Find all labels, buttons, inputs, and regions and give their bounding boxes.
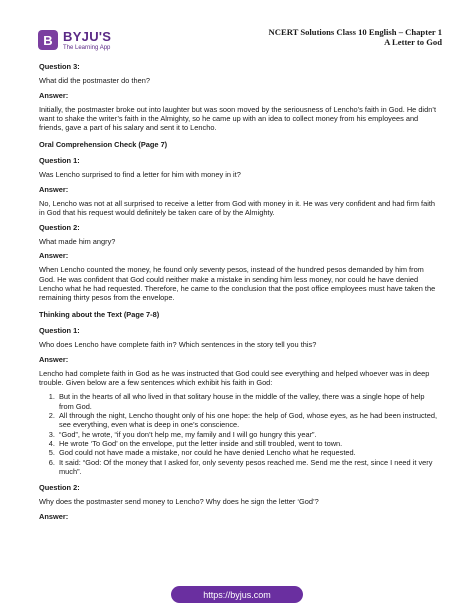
footer-url-link[interactable] <box>171 586 303 603</box>
logo-letter: B <box>43 32 53 48</box>
answer-text: No, Lencho was not at all surprised to receive a letter from God with money in it. He was very confident and had firm faith in God that his request would definitely be taken care of by the Almighty. <box>39 198 435 218</box>
question-label: Question 1: <box>39 156 80 166</box>
logo-tagline: The Learning App <box>63 44 111 51</box>
answer-label: Answer: <box>39 511 69 521</box>
question-text: What did the postmaster do then? <box>39 76 150 86</box>
list-item: 6. It said: “God: Of the money that I asked for, only seventy pesos reached me. Send me the rest, since I need it very much”. <box>57 458 437 477</box>
answer-text: When Lencho counted the money, he found only seventy pesos, instead of the hundred pesos demanded by him from God. He was confident that God could neither make a mistake in sending him less money, nor could he have denied Lencho what he had requested. Therefore, he came to the conclusion that the post office employees must have taken the remaining thirty pesos from the envelope. <box>39 265 436 303</box>
page-header <box>0 0 474 56</box>
footer-url-text: https://byjus.com <box>203 589 271 600</box>
answer-label: Answer: <box>39 251 69 261</box>
question-label: Question 2: <box>39 483 80 493</box>
faith-sentences-list <box>39 392 437 476</box>
answer-text: Lencho had complete faith in God as he was instructed that God could see everything and helped whoever was in deep trouble. Given below are a few sentences which exhibit his faith in God: <box>39 368 430 388</box>
question-text: What made him angry? <box>39 236 116 246</box>
answer-text: Initially, the postmaster broke out into laughter but was soon moved by the seriousness of Lencho’s faith in God. He didn’t want to shake the writer’s faith in the Almighty, so he came up with an idea to collect money from his employees and friends, gave a part of his salary and sent it to Lencho. <box>39 104 436 133</box>
question-label: Question 2: <box>39 222 80 232</box>
section-heading: Thinking about the Text (Page 7-8) <box>39 309 160 319</box>
answer-label: Answer: <box>39 184 69 194</box>
answer-label: Answer: <box>39 354 69 364</box>
question-label: Question 1: <box>39 325 80 335</box>
document-title-line2: A Letter to God <box>384 37 442 47</box>
question-label: Question 3: <box>39 62 80 71</box>
list-item: 5. God could not have made a mistake, nor could he have denied Lencho what he requested. <box>57 448 437 457</box>
document-title <box>269 27 442 47</box>
logo-badge-icon <box>38 30 58 50</box>
question-text: Was Lencho surprised to find a letter for him with money in it? <box>39 170 241 180</box>
logo-text <box>63 30 111 51</box>
answer-label: Answer: <box>39 90 69 100</box>
section-heading: Oral Comprehension Check (Page 7) <box>39 139 168 149</box>
list-item: 2. All through the night, Lencho thought only of his one hope: the help of God, whose eyes, as he had been instructed, see everything, even what is deep in one’s conscience. <box>57 411 437 430</box>
logo-brand: BYJU'S <box>63 28 112 44</box>
list-item: 4. He wrote ‘To God’ on the envelope, put the letter inside and still troubled, went to town. <box>57 439 437 448</box>
question-text: Who does Lencho have complete faith in? Which sentences in the story tell you this? <box>39 340 317 350</box>
document-body <box>39 62 437 521</box>
list-item: 1. But in the hearts of all who lived in that solitary house in the middle of the valley, there was a single hope of help from God. <box>57 392 437 411</box>
document-title-line1: NCERT Solutions Class 10 English – Chapter 1 <box>268 27 442 37</box>
byjus-logo[interactable] <box>38 24 138 56</box>
question-text: Why does the postmaster send money to Lencho? Why does he sign the letter ‘God’? <box>39 497 319 507</box>
list-item: 3. “God”, he wrote, “if you don’t help me, my family and I will go hungry this year”. <box>57 430 437 439</box>
